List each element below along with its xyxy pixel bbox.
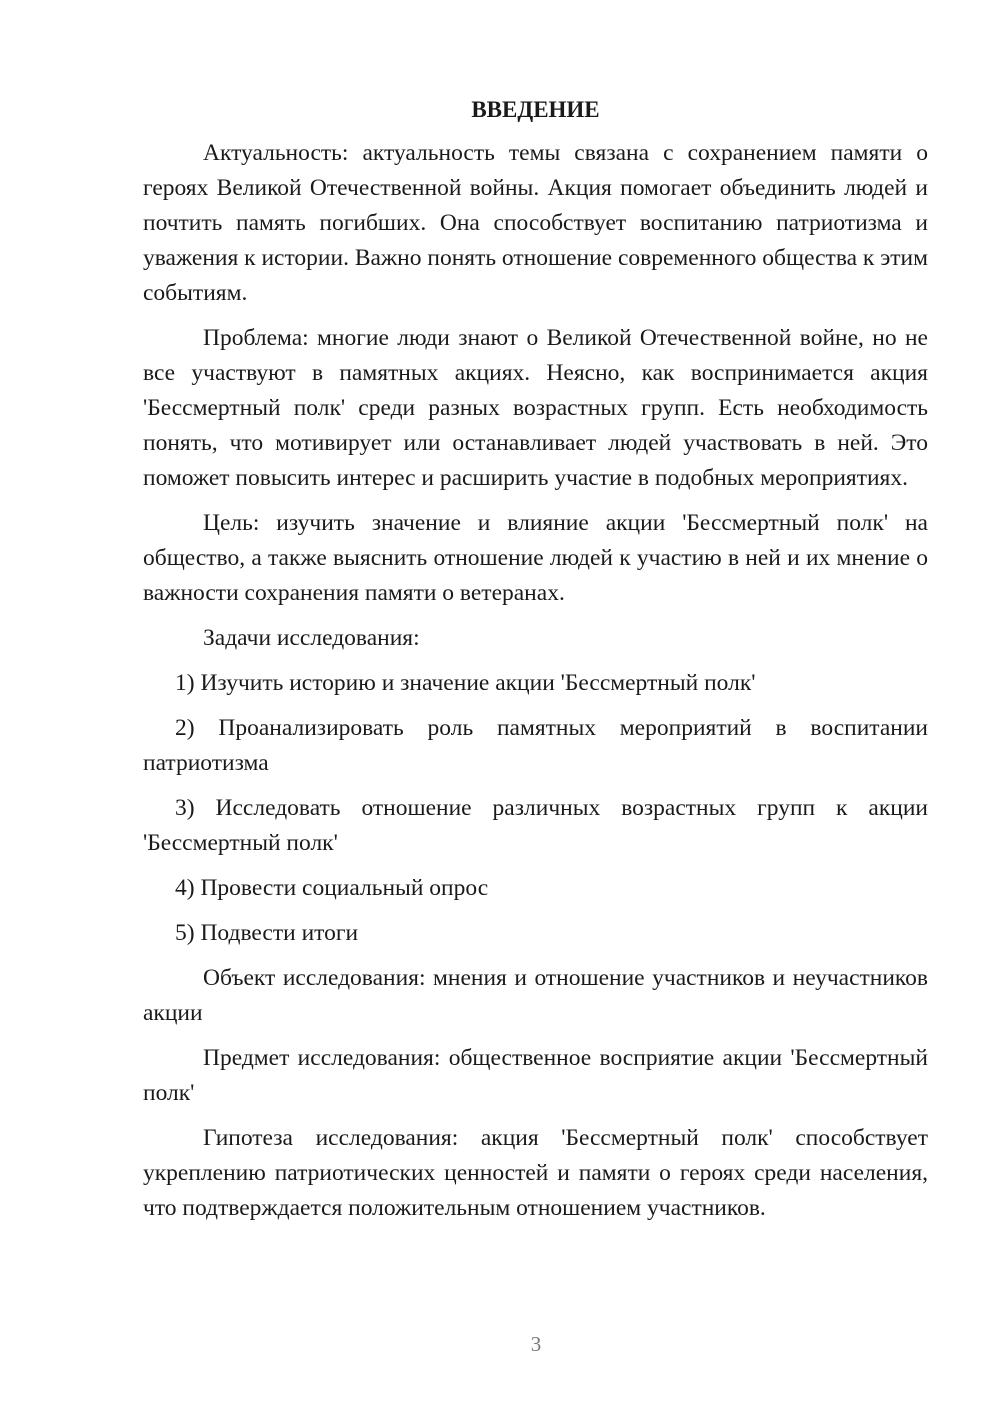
- subject-paragraph: Предмет исследования: общественное восприятие акции 'Бессмертный полк': [143, 1045, 928, 1106]
- goal-paragraph: Цель: изучить значение и влияние акции 'Бессмертный полк' на общество, а также выяснить отношение людей к участию в ней и их мнение о важности сохранения памяти о ветеранах.: [143, 510, 928, 606]
- tasks-title: Задачи исследования:: [203, 625, 420, 651]
- page-number: 3: [530, 1332, 542, 1356]
- page-content: [143, 92, 928, 1236]
- task-item-2: 2) Проанализировать роль памятных мероприятий в воспитании патриотизма: [143, 715, 928, 776]
- section-heading: ВВЕДЕНИЕ: [471, 97, 600, 122]
- relevance-paragraph: Актуальность: актуальность темы связана с сохранением памяти о героях Великой Отечественной войны. Акция помогает объединить людей и почтить память погибших. Она способствует воспитанию патриотизма и уважения к истории. Важно понять отношение современного общества к этим событиям.: [143, 140, 929, 306]
- task-item-4: 4) Провести социальный опрос: [175, 875, 489, 901]
- task-item-3: 3) Исследовать отношение различных возрастных групп к акции 'Бессмертный полк': [143, 795, 928, 856]
- hypothesis-paragraph: Гипотеза исследования: акция 'Бессмертный полк' способствует укреплению патриотических ценностей и памяти о героях среди населения, что подтверждается положительным отношением участников.: [143, 1125, 928, 1221]
- task-item-5: 5) Подвести итоги: [175, 920, 359, 946]
- task-item-1: 1) Изучить историю и значение акции 'Бессмертный полк': [175, 670, 756, 696]
- problem-paragraph: Проблема: многие люди знают о Великой Отечественной войне, но не все участвуют в памятных акциях. Неясно, как воспринимается акция 'Бессмертный полк' среди разных возрастных групп. Есть необходимость понять, что мотивирует или останавливает людей участвовать в ней. Это поможет повысить интерес и расширить участие в подобных мероприятиях.: [143, 325, 928, 491]
- object-paragraph: Объект исследования: мнения и отношение участников и неучастников акции: [143, 965, 928, 1026]
